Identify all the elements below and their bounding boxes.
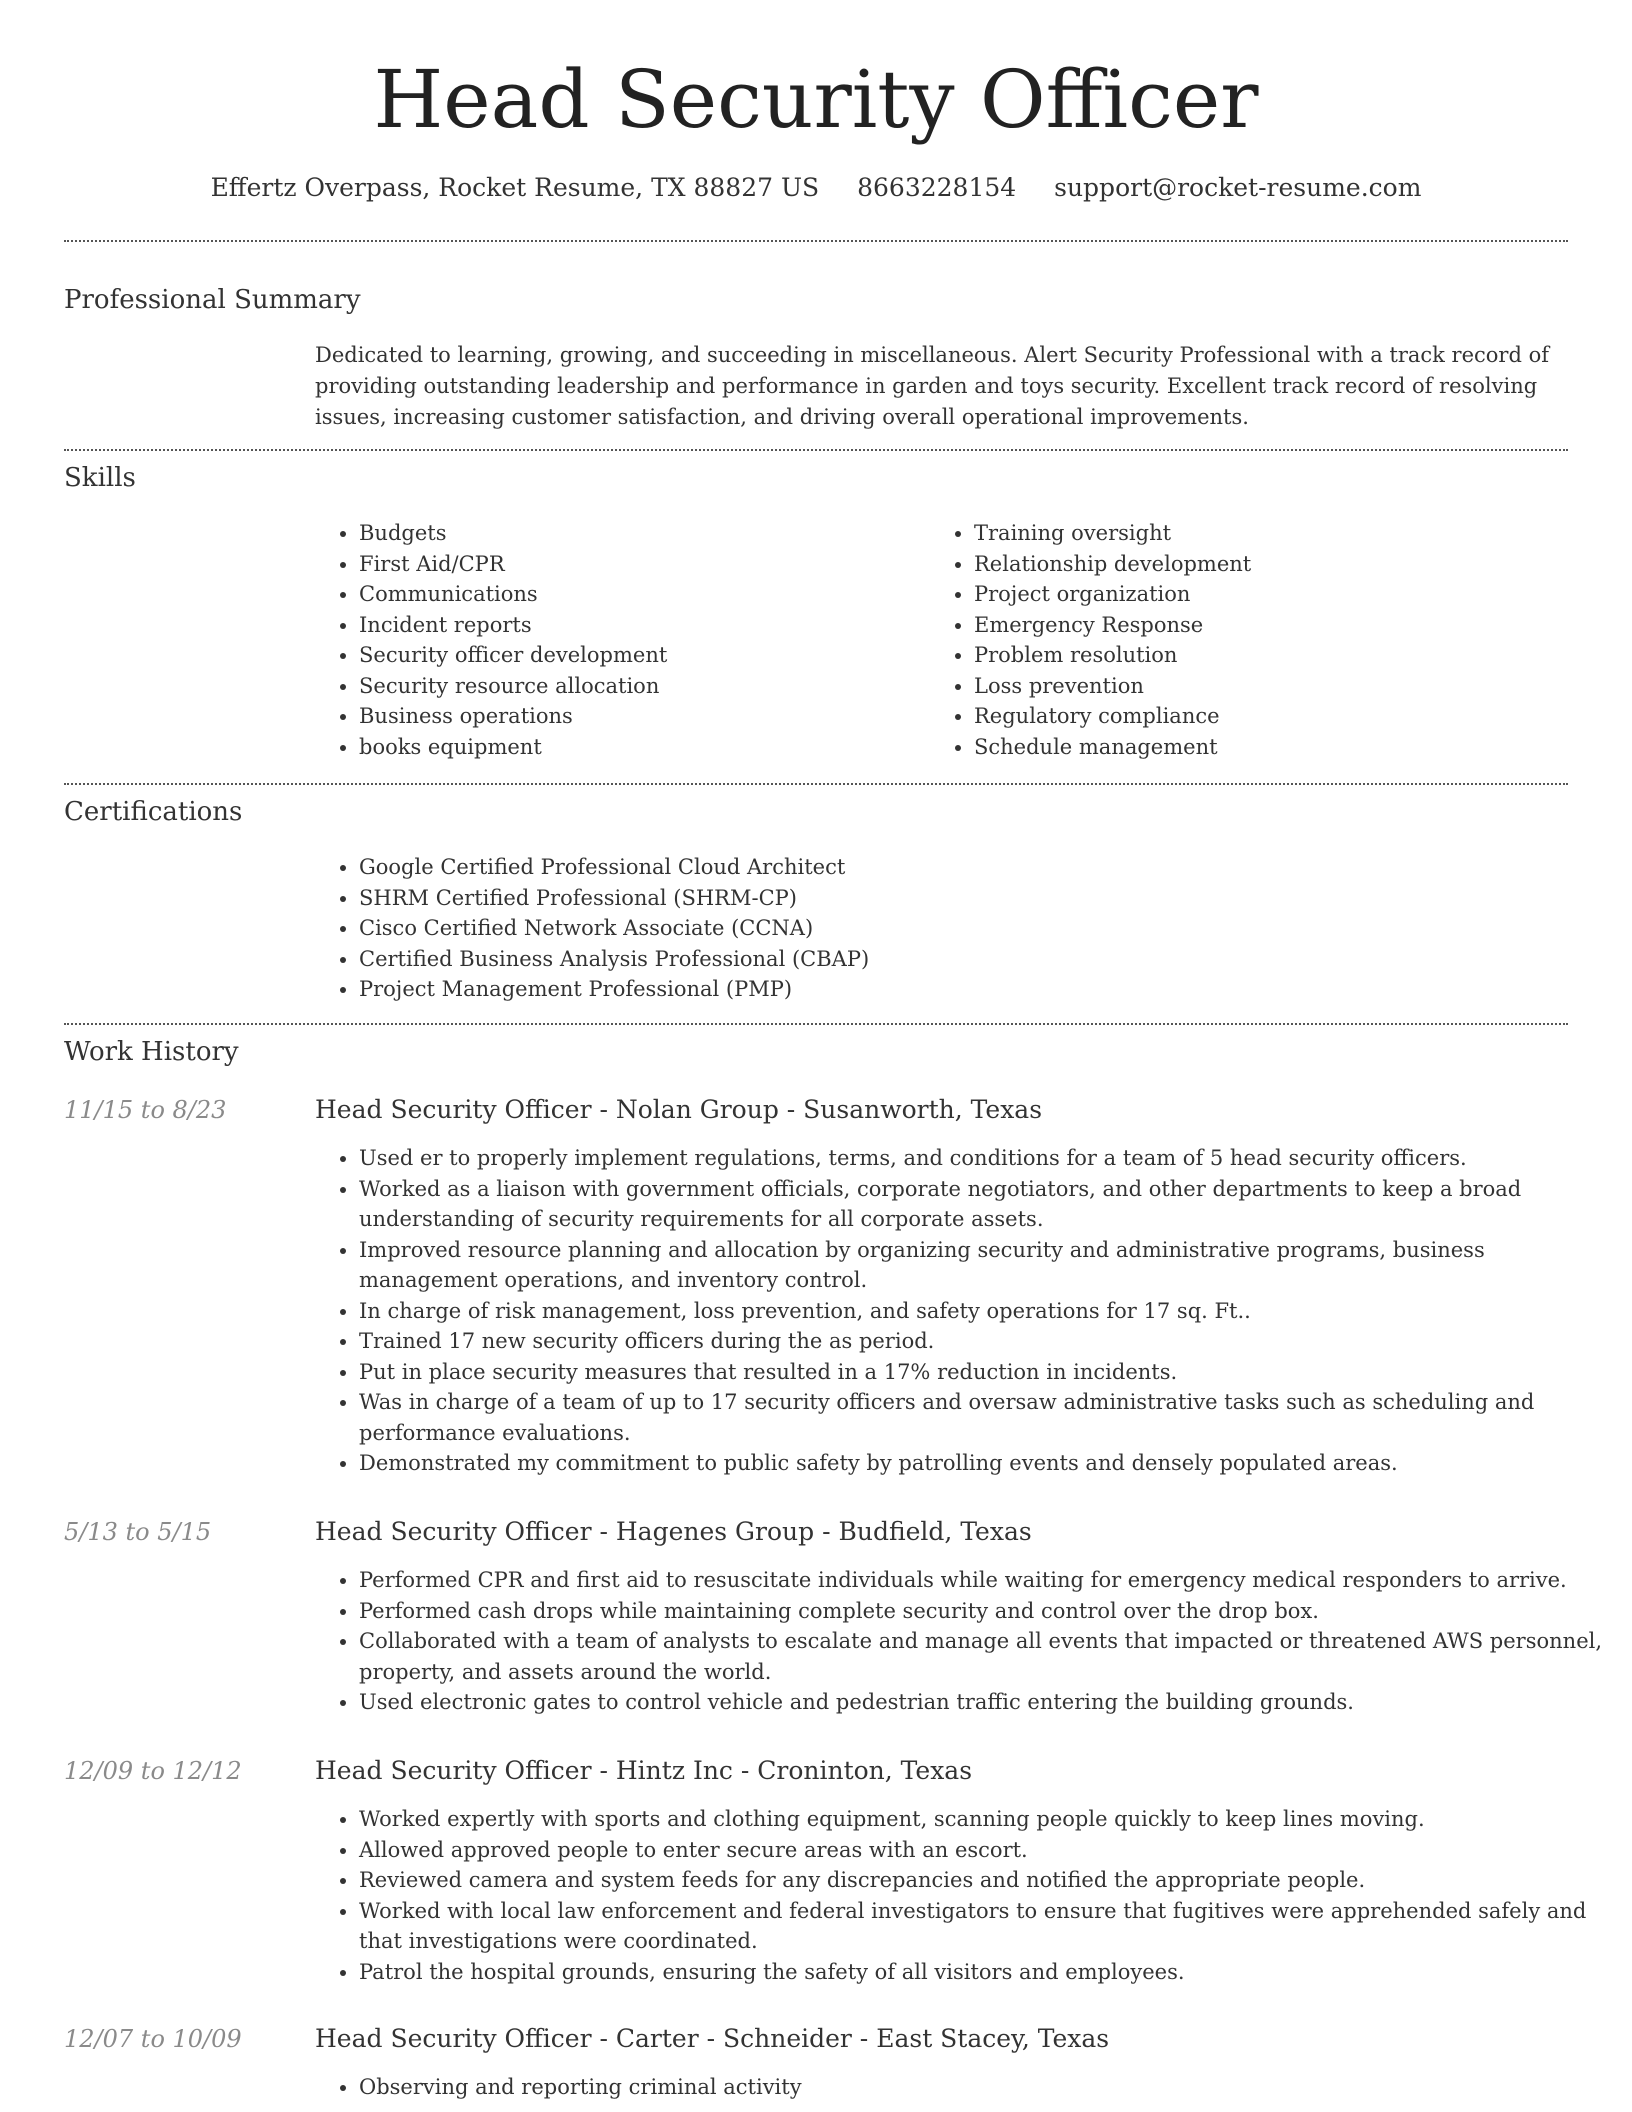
job-date: 5/13 to 5/15 — [64, 1518, 212, 1546]
list-item: • Certified Business Analysis Professional (CBAP) — [359, 944, 1609, 975]
list-item: • Training oversight — [974, 518, 1594, 549]
list-item: • Was in charge of a team of up to 17 security officers and oversaw administrative tasks such as scheduling and performance evaluations. — [359, 1387, 1609, 1448]
contact-address: Effertz Overpass, Rocket Resume, TX 88827 US — [210, 173, 820, 202]
list-item: • Demonstrated my commitment to public safety by patrolling events and densely populated areas. — [359, 1448, 1609, 1479]
job-title: Head Security Officer - Hagenes Group - Budfield, Texas — [315, 1517, 1032, 1546]
list-item: • Security officer development — [359, 640, 919, 671]
list-item: • Incident reports — [359, 610, 919, 641]
list-item: • Patrol the hospital grounds, ensuring the safety of all visitors and employees. — [359, 1957, 1609, 1988]
list-item: • Regulatory compliance — [974, 701, 1594, 732]
job-date: 12/07 to 10/09 — [64, 2025, 242, 2053]
list-item: • books equipment — [359, 732, 919, 763]
list-item: • Project organization — [974, 579, 1594, 610]
list-item: • Business operations — [359, 701, 919, 732]
divider — [64, 449, 1568, 451]
job-bullets — [315, 2072, 1609, 2103]
list-item: • Trained 17 new security officers during the as period. — [359, 1326, 1609, 1357]
list-item: • Project Management Professional (PMP) — [359, 974, 1609, 1005]
list-item: • Problem resolution — [974, 640, 1594, 671]
job-date: 12/09 to 12/12 — [64, 1757, 242, 1785]
skills-heading: Skills — [64, 463, 136, 493]
list-item: • Performed cash drops while maintaining complete security and control over the drop box. — [359, 1596, 1609, 1627]
list-item: • Used er to properly implement regulations, terms, and conditions for a team of 5 head security officers. — [359, 1143, 1609, 1174]
resume-name: Head Security Officer — [373, 53, 1259, 146]
job-title: Head Security Officer - Nolan Group - Susanworth, Texas — [315, 1095, 1043, 1124]
list-item: • Improved resource planning and allocation by organizing security and administrative programs, business management operations, and inventory control. — [359, 1235, 1609, 1296]
certifications-list — [315, 852, 1609, 1005]
job-title: Head Security Officer - Hintz Inc - Croninton, Texas — [315, 1756, 973, 1785]
list-item: • Collaborated with a team of analysts to escalate and manage all events that impacted or threatened AWS personnel, property, and assets around the world. — [359, 1626, 1609, 1687]
list-item: • Worked with local law enforcement and federal investigators to ensure that fugitives were apprehended safely and that investigations were coordinated. — [359, 1896, 1609, 1957]
list-item: • Communications — [359, 579, 919, 610]
list-item: • Put in place security measures that resulted in a 17% reduction in incidents. — [359, 1357, 1609, 1388]
list-item: • Budgets — [359, 518, 919, 549]
list-item: • Performed CPR and first aid to resuscitate individuals while waiting for emergency medical responders to arrive. — [359, 1565, 1609, 1596]
skills-list-right — [930, 518, 1594, 762]
job-bullets — [315, 1143, 1609, 1479]
list-item: • Relationship development — [974, 549, 1594, 580]
summary-text: Dedicated to learning, growing, and succeeding in miscellaneous. Alert Security Professional with a track record of providing outstanding leadership and performance in garden and toys security. Excellent track record of resolving issues, increasing customer satisfaction, and driving overall operational improvements. — [315, 343, 1549, 429]
divider — [64, 783, 1568, 785]
list-item: • In charge of risk management, loss prevention, and safety operations for 17 sq. Ft.. — [359, 1296, 1609, 1327]
list-item: • Emergency Response — [974, 610, 1594, 641]
job-bullets — [315, 1565, 1609, 1718]
list-item: • Allowed approved people to enter secure areas with an escort. — [359, 1835, 1609, 1866]
list-item: • Security resource allocation — [359, 671, 919, 702]
work-history-heading: Work History — [64, 1037, 239, 1067]
list-item: • Worked as a liaison with government officials, corporate negotiators, and other departments to keep a broad understanding of security requirements for all corporate assets. — [359, 1174, 1609, 1235]
list-item: • Used electronic gates to control vehicle and pedestrian traffic entering the building grounds. — [359, 1687, 1609, 1718]
divider — [64, 240, 1568, 242]
list-item: • Reviewed camera and system feeds for any discrepancies and notified the appropriate people. — [359, 1865, 1609, 1896]
list-item: • Observing and reporting criminal activity — [359, 2072, 1609, 2103]
list-item: • Schedule management — [974, 732, 1594, 763]
certifications-heading: Certifications — [64, 797, 243, 827]
skills-list-left — [315, 518, 919, 762]
list-item: • First Aid/CPR — [359, 549, 919, 580]
contact-email: support@rocket-resume.com — [1054, 173, 1422, 202]
list-item: • Google Certified Professional Cloud Architect — [359, 852, 1609, 883]
list-item: • Loss prevention — [974, 671, 1594, 702]
list-item: • SHRM Certified Professional (SHRM-CP) — [359, 883, 1609, 914]
contact-phone: 8663228154 — [857, 173, 1017, 202]
job-date: 11/15 to 8/23 — [64, 1096, 227, 1124]
job-bullets — [315, 1804, 1609, 1987]
list-item: • Cisco Certified Network Associate (CCNA) — [359, 913, 1609, 944]
list-item: • Worked expertly with sports and clothing equipment, scanning people quickly to keep lines moving. — [359, 1804, 1609, 1835]
summary-heading: Professional Summary — [64, 285, 361, 315]
job-title: Head Security Officer - Carter - Schneider - East Stacey, Texas — [315, 2024, 1110, 2053]
divider — [64, 1023, 1568, 1025]
contact-line — [0, 170, 1632, 206]
